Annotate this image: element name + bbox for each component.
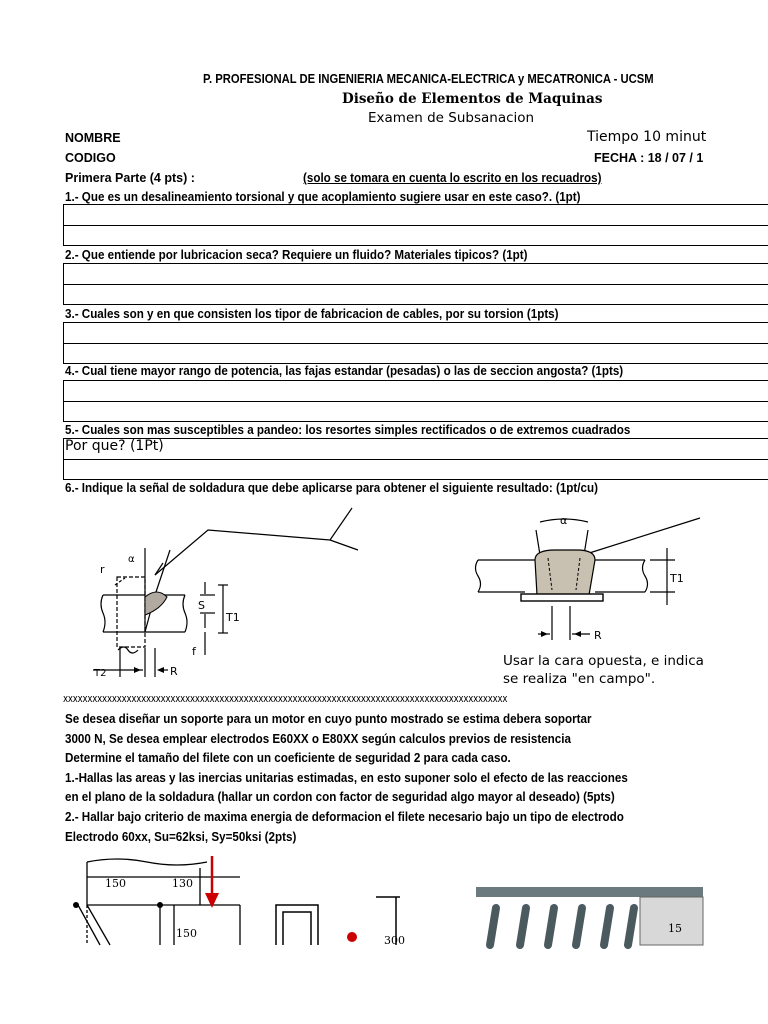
weld-label-r: r: [100, 563, 105, 576]
tiempo-label: Tiempo 10 minut: [587, 129, 707, 145]
dim-15: 15: [668, 922, 682, 935]
weld-note-line-1: Usar la cara opuesta, e indica: [503, 653, 704, 669]
weld2-label-alpha: α: [560, 514, 568, 527]
weld-label-t1: T1: [226, 611, 240, 624]
part1-note: (solo se tomara en cuenta lo escrito en los recuadros): [303, 171, 602, 185]
exam-title: Examen de Subsanacion: [368, 110, 535, 126]
question-3: 3.- Cuales son y en que consisten los tipor de fabricacion de cables, por su torsion (1pts): [65, 307, 559, 321]
problem-line-7: Electrodo 60xx, Su=62ksi, Sy=50ksi (2pts): [65, 830, 297, 844]
problem-line-2: 3000 N, Se desea emplear electrodos E60XX o E80XX según calculos previos de resistencia: [65, 732, 571, 746]
course-title: Diseño de Elementos de Maquinas: [342, 91, 603, 107]
question-6: 6.- Indique la señal de soldadura que debe aplicarse para obtener el siguiente resultado: (1pt/cu): [65, 481, 598, 495]
weld-label-r-dim: R: [170, 665, 178, 678]
problem-line-1: Se desea diseñar un soporte para un motor en cuyo punto mostrado se estima debera soportar: [65, 712, 592, 726]
dim-150-a: 150: [105, 877, 126, 890]
question-5-followup: Por que? (1Pt): [65, 438, 164, 454]
fecha-label: FECHA : 18 / 07 / 1: [594, 151, 704, 165]
codigo-label: CODIGO: [65, 151, 116, 165]
institution-title: P. PROFESIONAL DE INGENIERIA MECANICA-ELECTRICA y MECATRONICA - UCSM: [203, 72, 654, 86]
dim-300: 300: [384, 934, 405, 947]
problem-line-4: 1.-Hallas las areas y las inercias unitarias estimadas, en esto suponer solo el efecto de las reacciones: [65, 771, 628, 785]
weld2-label-r: R: [594, 629, 602, 642]
weld2-label-t1: T1: [670, 572, 684, 585]
weld-label-alpha: α: [128, 554, 135, 565]
separator-line: xxxxxxxxxxxxxxxxxxxxxxxxxxxxxxxxxxxxxxxxxxxxxxxxxxxxxxxxxxxxxxxxxxxxxxxxxxxxxxxxxxxxxxxxxxx: [63, 692, 508, 705]
question-4: 4.- Cual tiene mayor rango de potencia, las fajas estandar (pesadas) o las de seccion angosta? (1pts): [65, 364, 624, 378]
nombre-label: NOMBRE: [65, 131, 121, 145]
weld-note-line-2: se realiza "en campo".: [503, 671, 656, 687]
question-1: 1.- Que es un desalineamiento torsional y que acoplamiento sugiere usar en este caso?. (1pt): [65, 190, 581, 204]
weld-label-f: f: [192, 645, 196, 658]
problem-line-6: 2.- Hallar bajo criterio de maxima energia de deformacion el filete necesario bajo un tipo de electrodo: [65, 810, 624, 824]
dim-150-b: 150: [176, 927, 197, 940]
weld-label-t2: T2: [94, 668, 107, 679]
part1-title: Primera Parte (4 pts) :: [65, 171, 195, 185]
problem-line-3: Determine el tamaño del filete con un coeficiente de seguridad 2 para cada caso.: [65, 751, 511, 765]
problem-line-5: en el plano de la soldadura (hallar un cordon con factor de seguridad algo mayor al deseado) (5pts): [65, 790, 615, 804]
dim-130: 130: [172, 877, 193, 890]
question-2: 2.- Que entiende por lubricacion seca? Requiere un fluido? Materiales tipicos? (1pt): [65, 248, 528, 262]
question-5: 5.- Cuales son mas susceptibles a pandeo: los resortes simples rectificados o de extremos cuadrados: [65, 423, 631, 437]
weld-label-s: S: [198, 599, 205, 612]
